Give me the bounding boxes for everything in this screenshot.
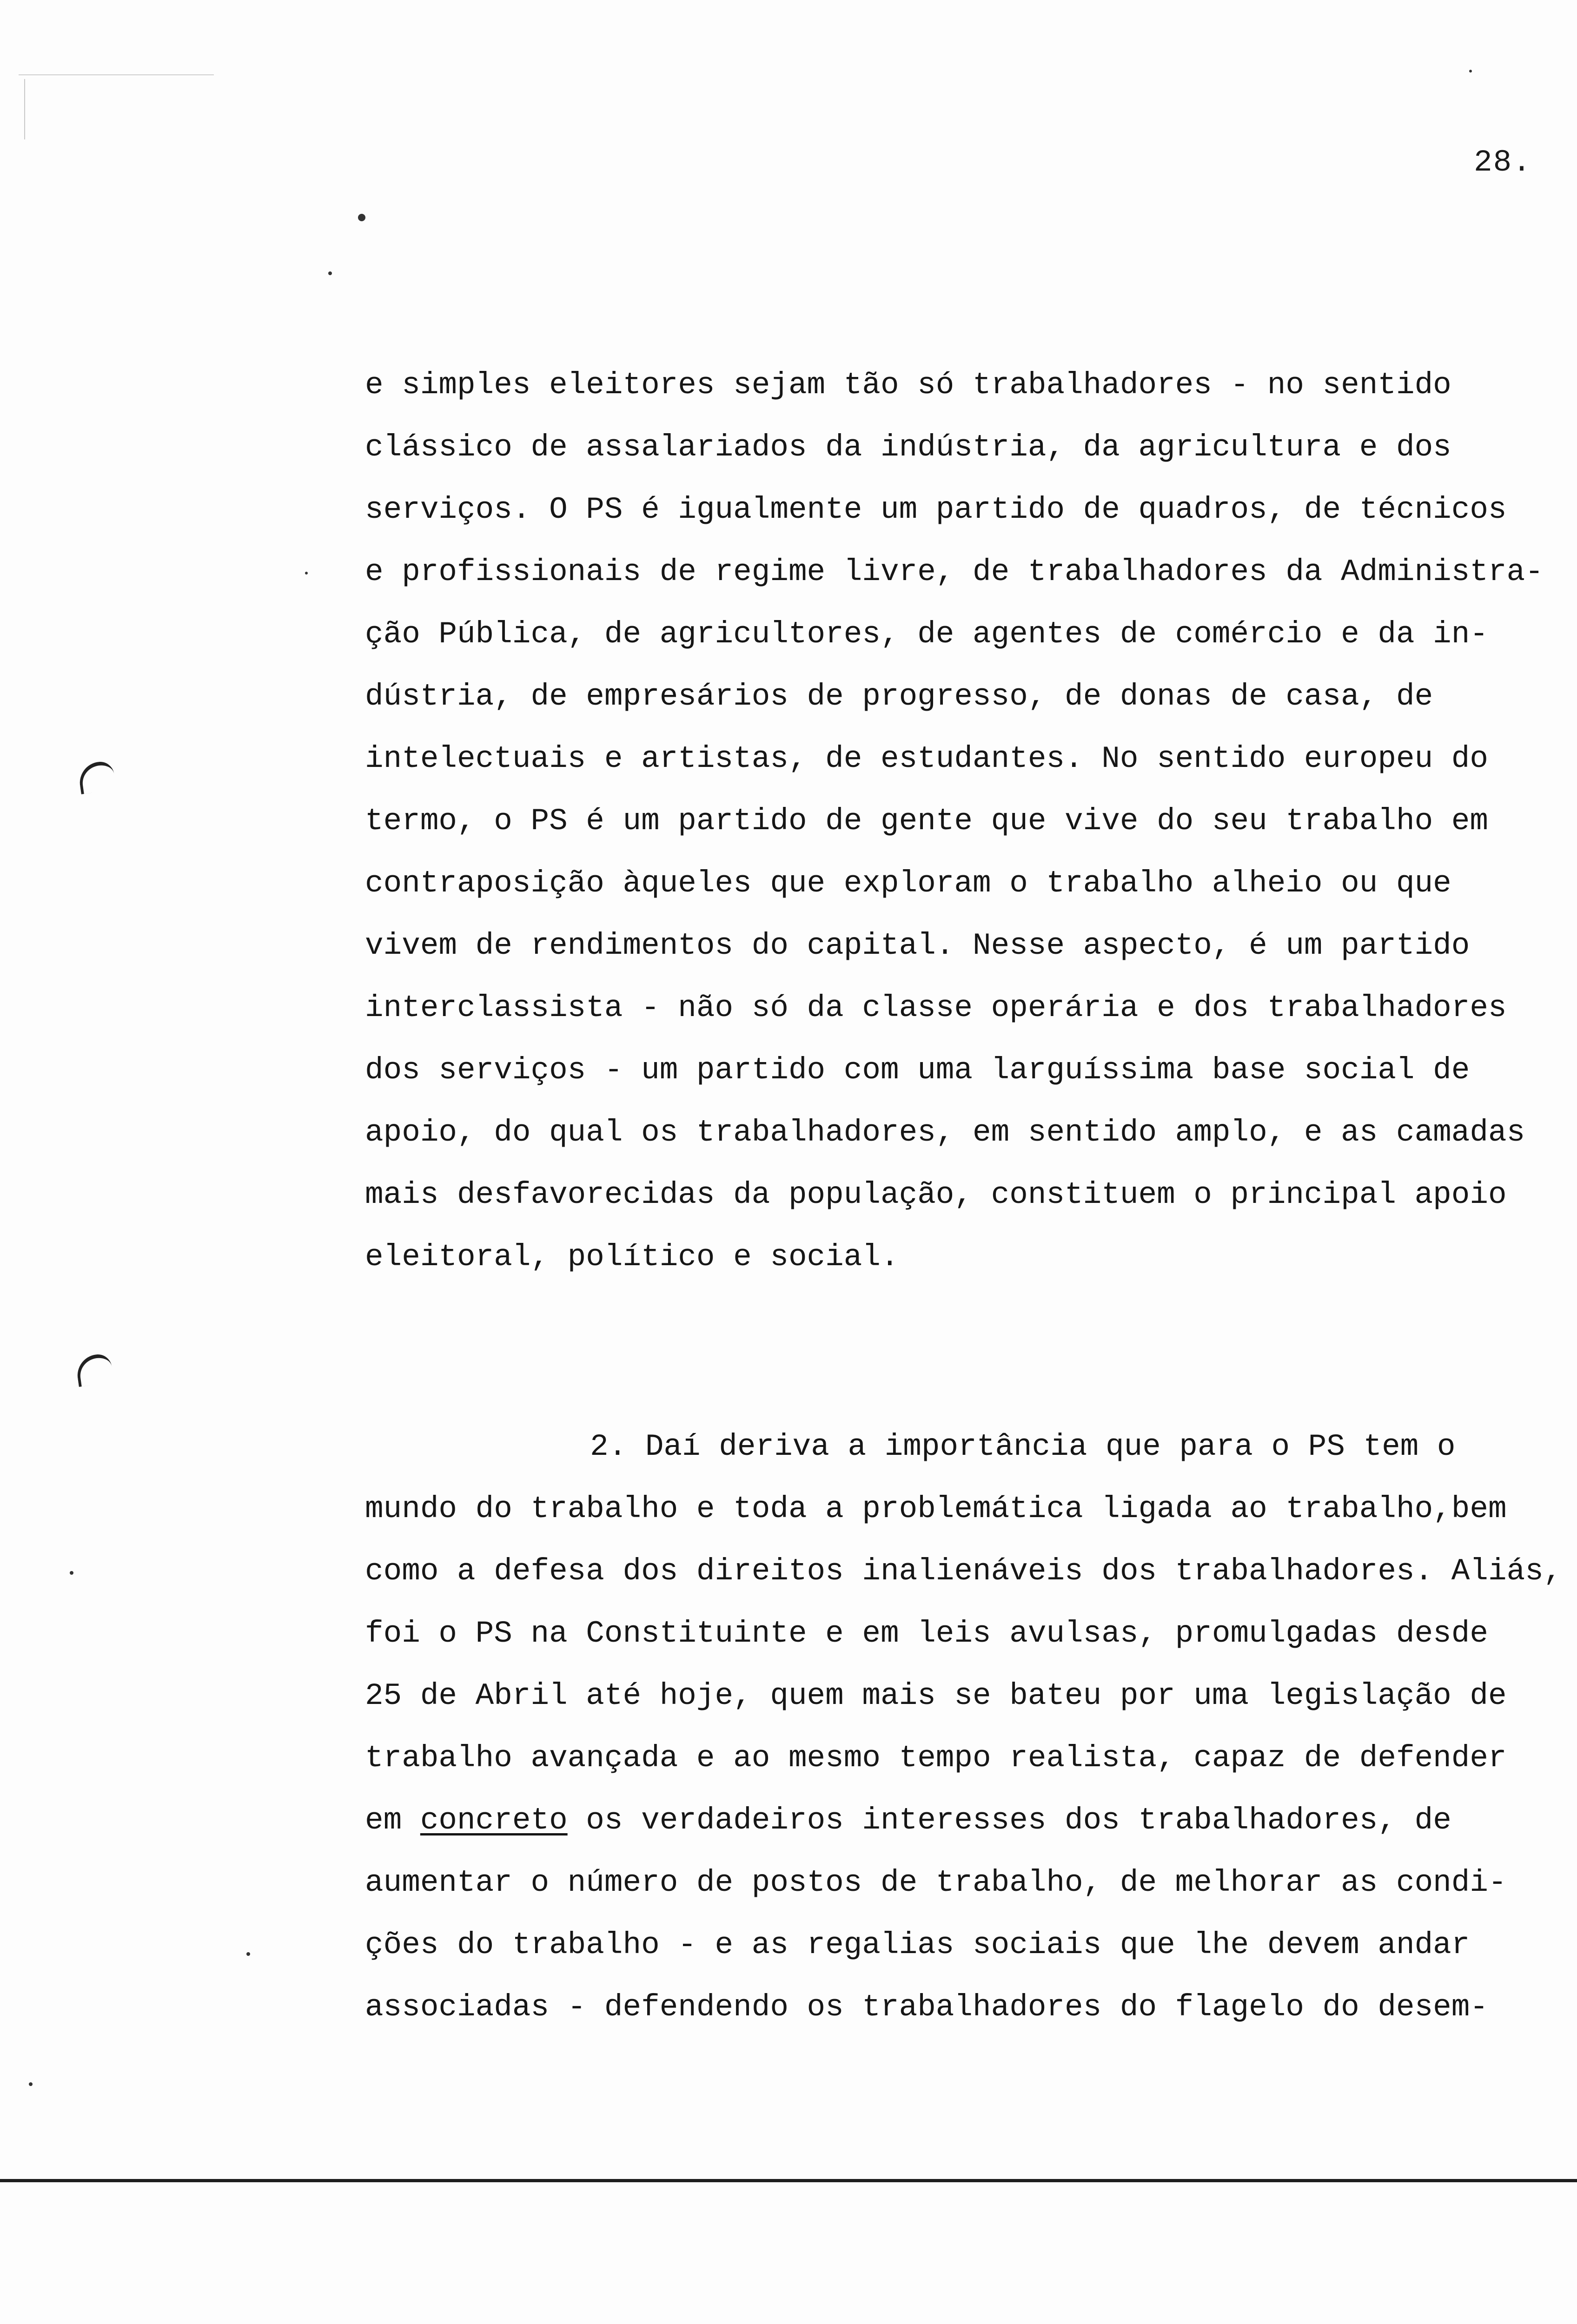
scan-speck: [70, 1571, 73, 1575]
text-line: 25 de Abril até hoje, quem mais se bateu por uma legislação de: [365, 1678, 1507, 1713]
text-line: [365, 1789, 1555, 1852]
text-line: mundo do trabalho e toda a problemática ligada ao trabalho,bem: [365, 1492, 1507, 1526]
text-fragment: em: [365, 1803, 420, 1838]
text-line: apoio, do qual os trabalhadores, em sentido amplo, e as camadas: [365, 1115, 1525, 1150]
scan-edge-line: [19, 74, 214, 75]
scan-speck: [246, 1952, 250, 1956]
scan-speck: [1469, 70, 1472, 73]
scan-speck: [328, 271, 332, 275]
paragraph-2: [365, 1416, 1562, 2039]
text-line: mais desfavorecidas da população, constituem o principal apoio: [365, 1177, 1507, 1212]
text-line: serviços. O PS é igualmente um partido de quadros, de técnicos: [365, 492, 1507, 527]
paragraph-1: [365, 354, 1555, 1288]
scan-speck: [358, 214, 365, 221]
text-line: aumentar o número de postos de trabalho, de melhorar as condi-: [365, 1865, 1507, 1900]
text-line: e profissionais de regime livre, de trabalhadores da Administra-: [365, 555, 1544, 589]
page-number: 28.: [1474, 145, 1532, 180]
text-fragment: os verdadeiros interesses dos trabalhadores, de: [567, 1803, 1451, 1838]
text-line: como a defesa dos direitos inalienáveis dos trabalhadores. Aliás,: [365, 1554, 1562, 1589]
text-line: contraposição àqueles que exploram o trabalho alheio ou que: [365, 866, 1451, 901]
scan-edge-line: [24, 79, 25, 139]
page-bottom-rule: [0, 2179, 1577, 2182]
scan-speck: [305, 572, 308, 574]
text-line: e simples eleitores sejam tão só trabalhadores - no sentido: [365, 368, 1451, 403]
margin-bracket-mark: [77, 760, 116, 794]
text-line: foi o PS na Constituinte e em leis avulsas, promulgadas desde: [365, 1616, 1488, 1651]
text-line: intelectuais e artistas, de estudantes. No sentido europeu do: [365, 741, 1488, 776]
text-line: associadas - defendendo os trabalhadores do flagelo do desem-: [365, 1990, 1488, 2025]
text-line: dústria, de empresários de progresso, de donas de casa, de: [365, 679, 1433, 714]
scan-speck: [29, 2082, 33, 2086]
text-line: clássico de assalariados da indústria, da agricultura e dos: [365, 430, 1451, 465]
text-line: dos serviços - um partido com uma larguíssima base social de: [365, 1053, 1470, 1088]
text-line: trabalho avançada e ao mesmo tempo realista, capaz de defender: [365, 1741, 1507, 1776]
text-line: eleitoral, político e social.: [365, 1240, 899, 1274]
text-line: interclassista - não só da classe operária e dos trabalhadores: [365, 990, 1507, 1025]
margin-bracket-mark: [75, 1353, 114, 1387]
text-line: termo, o PS é um partido de gente que vive do seu trabalho em: [365, 804, 1488, 838]
text-line: ção Pública, de agricultores, de agentes de comércio e da in-: [365, 617, 1488, 652]
text-line: 2. Daí deriva a importância que para o PS tem o: [590, 1429, 1456, 1464]
text-line: ções do trabalho - e as regalias sociais que lhe devem andar: [365, 1928, 1470, 1962]
underlined-word: concreto: [420, 1803, 568, 1838]
text-line: vivem de rendimentos do capital. Nesse aspecto, é um partido: [365, 928, 1470, 963]
